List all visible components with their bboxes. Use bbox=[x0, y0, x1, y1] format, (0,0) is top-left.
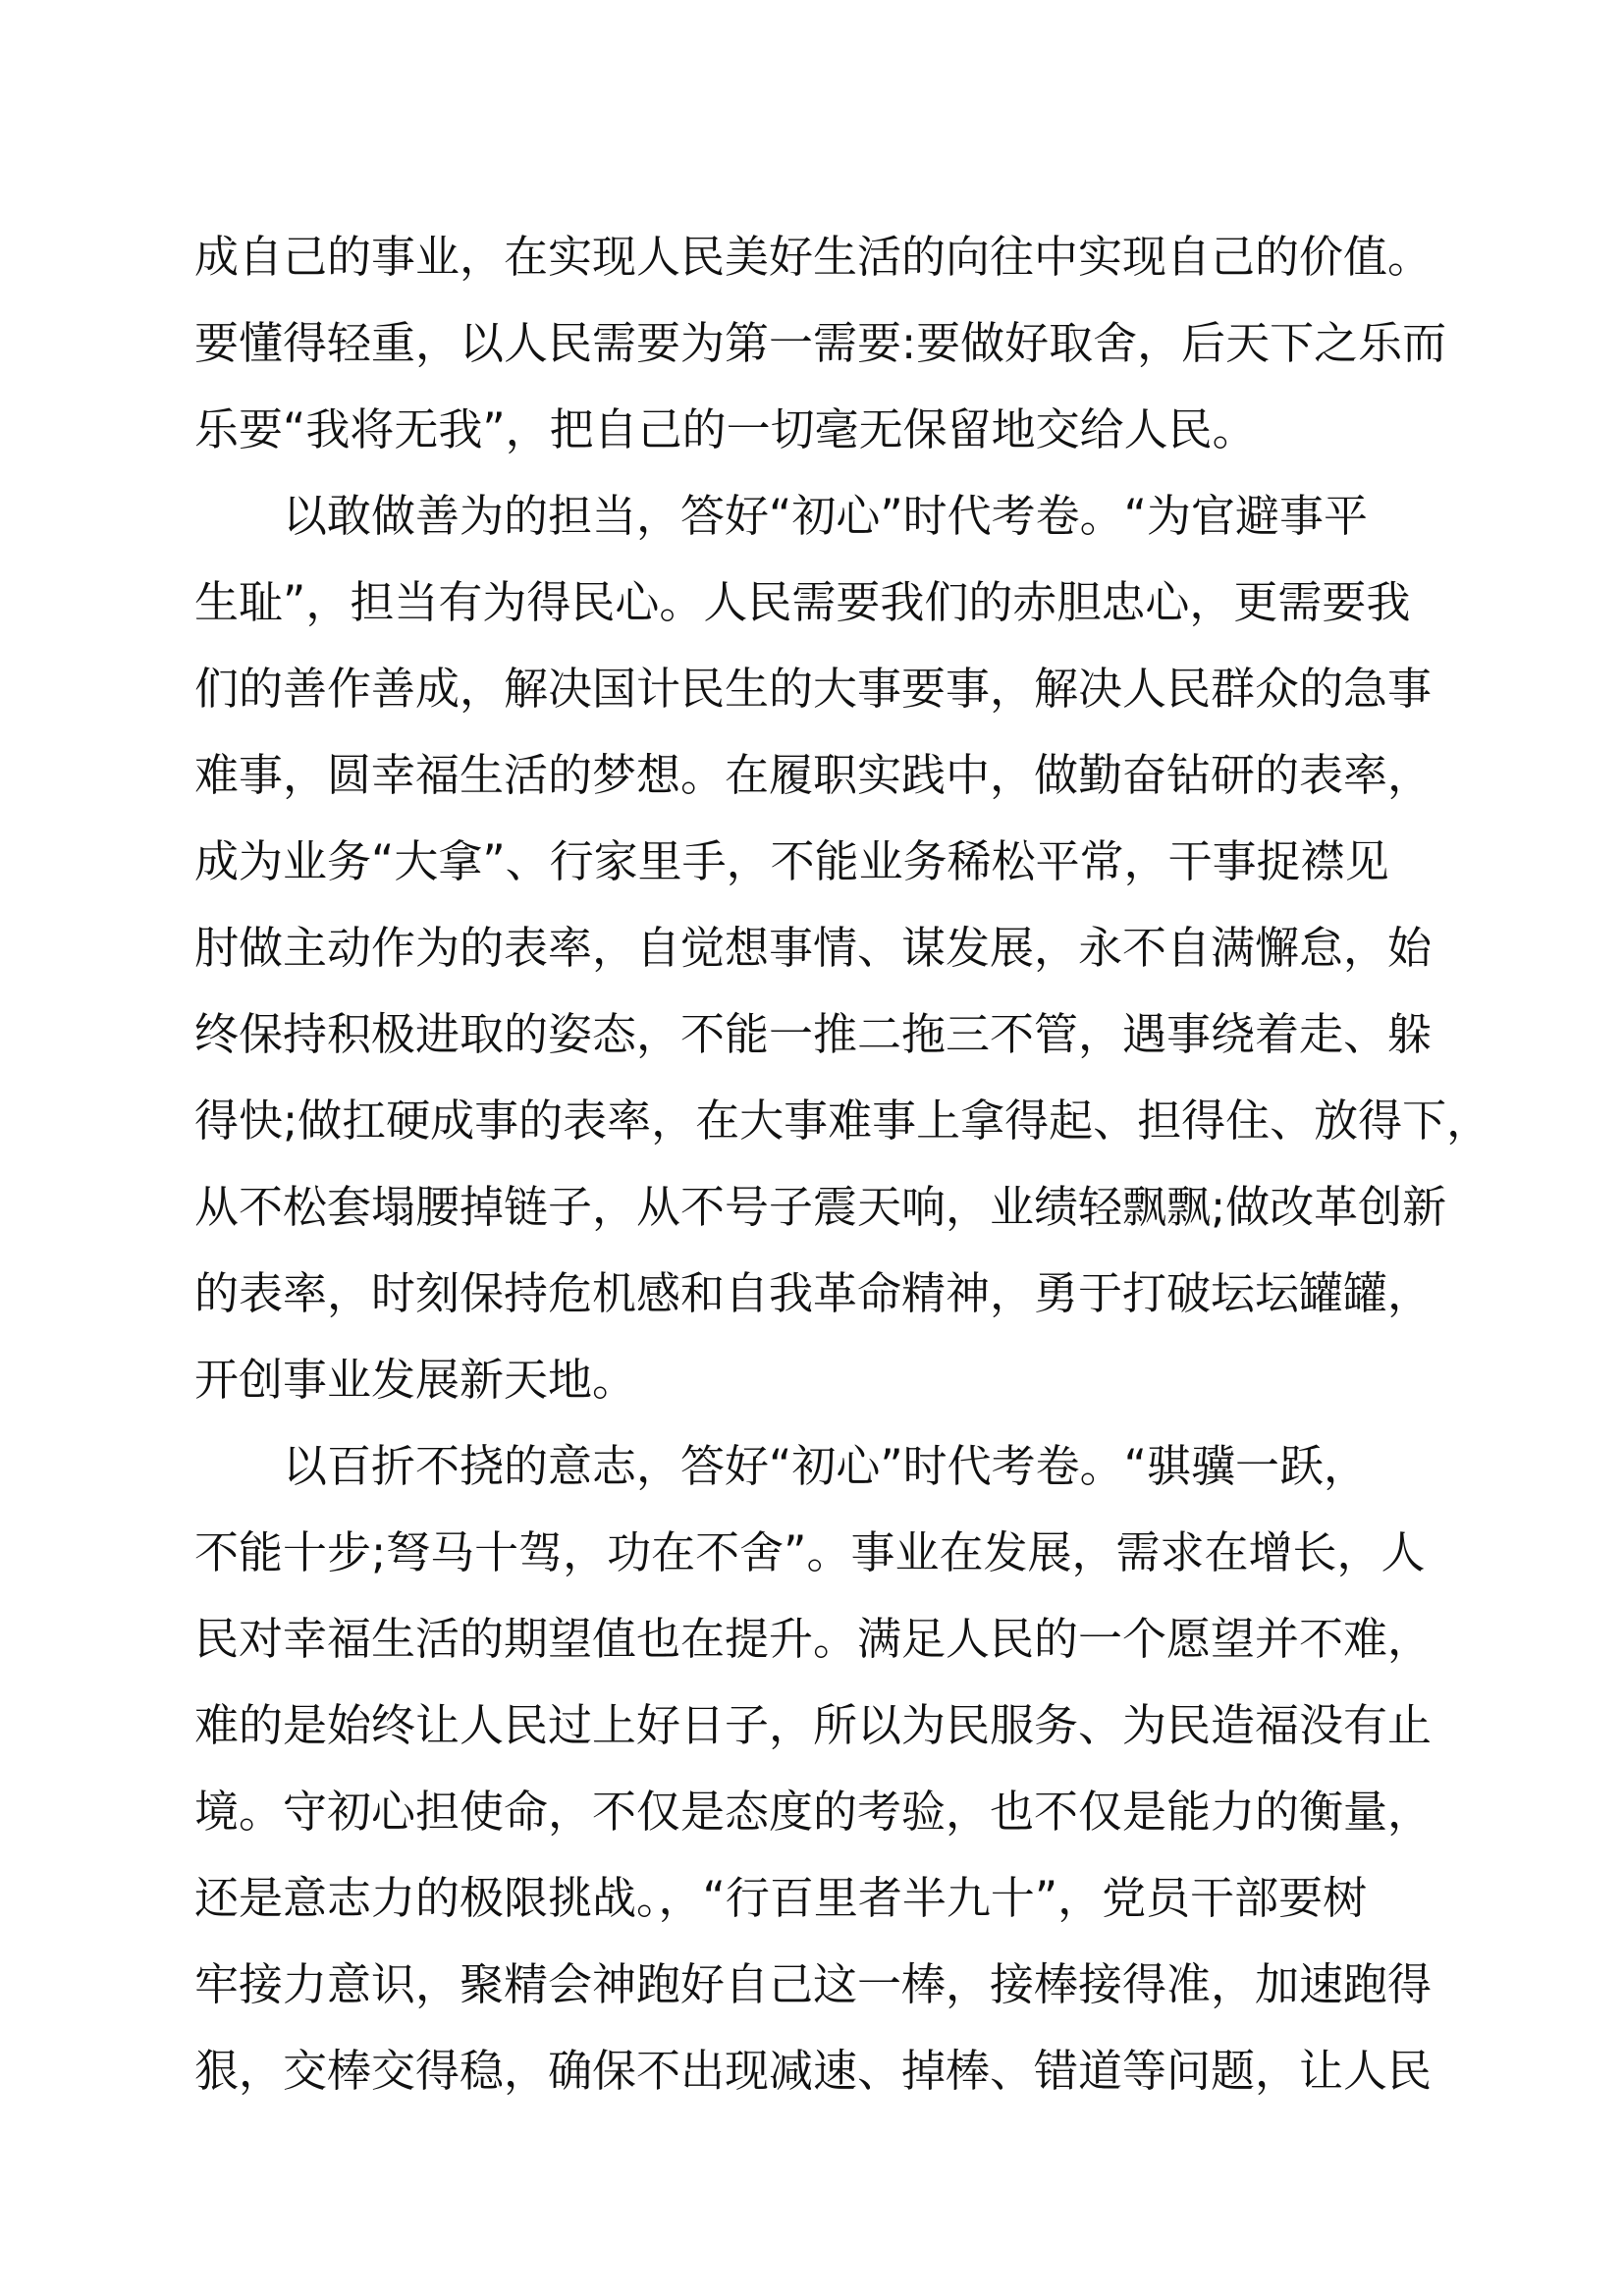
text-line: 肘做主动作为的表率，自觉想事情、谋发展，永不自满懈怠，始 bbox=[194, 922, 1433, 974]
text-line: 终保持积极进取的姿态，不能一推二拖三不管，遇事绕着走、躲 bbox=[194, 1008, 1433, 1060]
text-line: 的表率，时刻保持危机感和自我革命精神，勇于打破坛坛罐罐， bbox=[194, 1267, 1433, 1319]
text-line: 成为业务“大拿”、行家里手，不能业务稀松平常，干事捉襟见 bbox=[194, 835, 1389, 887]
text-line: 以百折不挠的意志，答好“初心”时代考卷。“骐骥一跃， bbox=[194, 1440, 1368, 1492]
text-line: 得快;做扛硬成事的表率，在大事难事上拿得起、担得住、放得下， bbox=[194, 1095, 1491, 1147]
text-line: 狠，交棒交得稳，确保不出现减速、掉棒、错道等问题，让人民 bbox=[194, 2045, 1433, 2097]
text-line: 难事，圆幸福生活的梦想。在履职实践中，做勤奋钻研的表率， bbox=[194, 749, 1433, 801]
text-line: 难的是始终让人民过上好日子，所以为民服务、为民造福没有止 bbox=[194, 1699, 1433, 1751]
text-line: 民对幸福生活的期望值也在提升。满足人民的一个愿望并不难， bbox=[194, 1613, 1433, 1665]
text-line: 不能十步;弩马十驾，功在不舍”。事业在发展，需求在增长，人 bbox=[194, 1526, 1426, 1578]
text-line: 们的善作善成，解决国计民生的大事要事，解决人民群众的急事 bbox=[194, 663, 1433, 715]
text-line: 境。守初心担使命，不仅是态度的考验，也不仅是能力的衡量， bbox=[194, 1786, 1433, 1838]
text-line: 还是意志力的极限挑战。，“行百里者半九十”，党员干部要树 bbox=[194, 1872, 1368, 1924]
text-line: 牢接力意识，聚精会神跑好自己这一棒，接棒接得准，加速跑得 bbox=[194, 1958, 1433, 2010]
text-line: 乐要“我将无我”，把自己的一切毫无保留地交给人民。 bbox=[194, 403, 1257, 455]
text-line: 从不松套塌腰掉链子，从不号子震天响，业绩轻飘飘;做改革创新 bbox=[194, 1181, 1447, 1233]
text-line: 开创事业发展新天地。 bbox=[194, 1354, 637, 1406]
text-line: 生耻”，担当有为得民心。人民需要我们的赤胆忠心，更需要我 bbox=[194, 576, 1411, 628]
text-line: 以敢做善为的担当，答好“初心”时代考卷。“为官避事平 bbox=[194, 490, 1368, 542]
text-line: 成自己的事业，在实现人民美好生活的向往中实现自己的价值。 bbox=[194, 231, 1433, 283]
body-text bbox=[194, 214, 1491, 2114]
text-line: 要懂得轻重，以人民需要为第一需要:要做好取舍，后天下之乐而 bbox=[194, 317, 1447, 369]
